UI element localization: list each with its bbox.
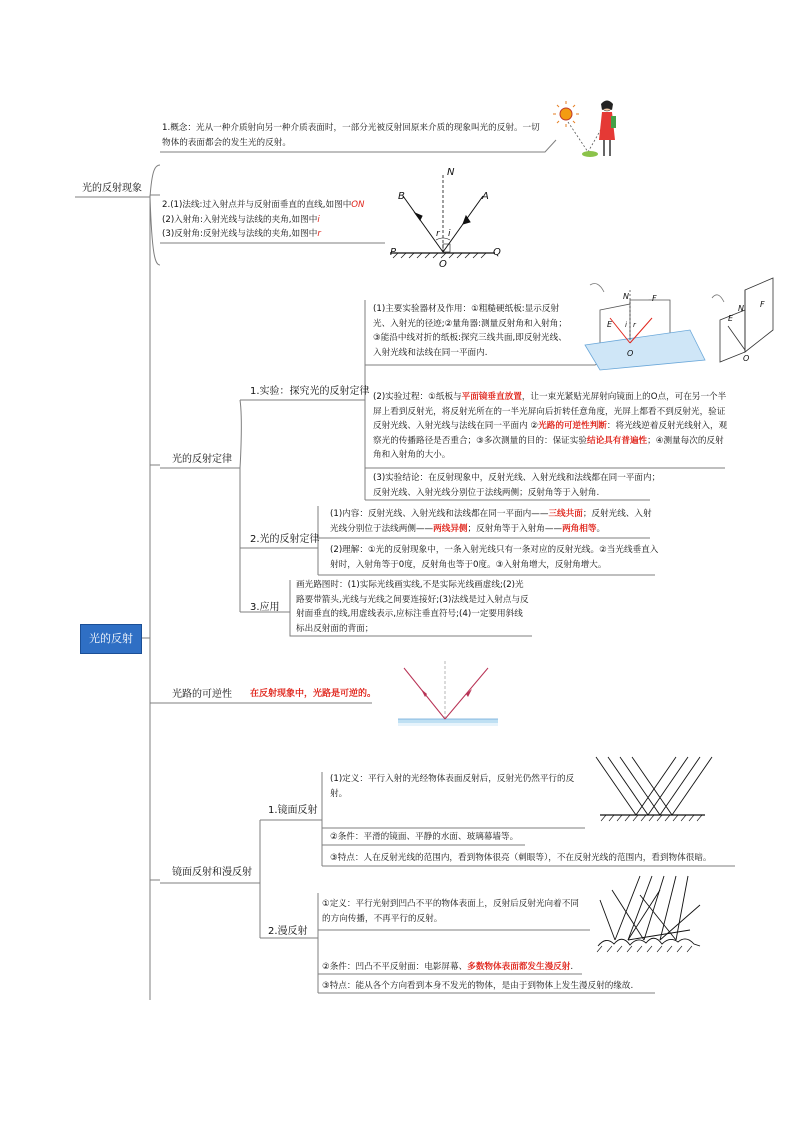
reversibility-content: 在反射现象中，光路是可逆的。 — [250, 689, 377, 699]
fig-label-n: N — [623, 292, 629, 301]
fig-label-e: E — [607, 320, 613, 329]
mirror-title[interactable]: 1.镜面反射 — [268, 805, 318, 816]
opposite-sides-highlight: 两线异侧 — [433, 523, 468, 534]
section-mirror-diffuse-title[interactable]: 镜面反射和漫反射 — [172, 867, 252, 878]
section-reversibility-title[interactable]: 光路的可逆性 — [172, 689, 232, 700]
normal-symbol: ON — [351, 200, 365, 210]
concept-text: 1.概念：光从一种介质射向另一种介质表面时，一部分光被反射回原来介质的现象叫光的反射。一切物体的表面都会的发生光的反射。 — [162, 123, 540, 148]
apply-content: 画光路图时：(1)实际光线画实线,不是实际光线画虚线;(2)光路要带箭头,光线与光线之间要连接好;(3)法线是过入射点与反射面垂直的线,用虚线表示,应标注垂直符号;(4)一定要用斜线标出反射面的背面； — [296, 580, 529, 634]
reflection-angle-definition: (3)反射角:反射光线与法线的夹角,如图中 — [162, 229, 318, 239]
experiment-figure-1 — [585, 284, 705, 370]
diffuse-condition-b: . — [570, 962, 574, 972]
universality-highlight: 结论具有普遍性 — [586, 435, 648, 446]
mirror-condition: ②条件：平滑的镜面、平静的水面、玻璃幕墙等。 — [330, 832, 519, 842]
law-content-a: (1)内容：反射光线、入射光线和法线都在同一平面内—— — [330, 509, 549, 519]
label-o: O — [439, 259, 447, 270]
experiment-item-2 — [373, 390, 728, 463]
incidence-symbol: i — [317, 214, 320, 225]
experiment-step-4: ；④测量每次的反射角和入射角的大小。 — [373, 435, 724, 460]
fig2-label-e: E — [728, 314, 734, 323]
law-content-b: ；反射光线、入射光线分别位于法线两侧—— — [330, 509, 652, 534]
fig2-label-f: F — [760, 300, 765, 309]
experiment-step-1: (2)实验过程：①纸板与 — [373, 392, 462, 402]
law-title[interactable]: 2.光的反射定律 — [250, 534, 320, 545]
incidence-angle-definition: (2)入射角:入射光线与法线的夹角,如图中 — [162, 214, 318, 225]
law-understanding: (2)理解：①光的反射现象中，一条入射光线只有一条对应的反射光线。②当光线垂直入射时，入射角等于0度，反射角也等于0度。③入射角增大，反射角增大。 — [330, 545, 659, 570]
label-b: B — [398, 191, 405, 202]
label-a: A — [482, 191, 489, 202]
experiment-item-1: (1)主要实验器材及作用：①粗糙硬纸板:显示反射光、入射光的径迹;②量角器:测量反射角和入射角；③能沿中线对折的纸板:探究三线共面,即反射光线、入射光线和法线在同一平面内. — [373, 304, 567, 358]
fig-label-i: i — [625, 321, 627, 329]
diffuse-definition: ①定义：平行光射到凹凸不平的物体表面上，反射后反射光向着不同的方向传播，不再平行的反射。 — [322, 899, 579, 924]
experiment-step-1b: ，让一束光紧贴光屏射向镜面上的O点，可在另一个半屏上看到反射光，将反射光所在的一半光屏向后折转任意角度，光屏上都看不到反射光，验证反射光线、入射光线与法线在同一平面内 ② — [373, 392, 727, 431]
fig-label-r: r — [633, 321, 636, 329]
sun-girl-illustration — [553, 101, 616, 158]
label-q: Q — [493, 247, 501, 258]
definitions-block — [162, 198, 387, 242]
reflection-definition-diagram — [390, 175, 495, 258]
reflection-symbol: r — [317, 229, 321, 239]
diffuse-title[interactable]: 2.漫反射 — [268, 926, 308, 937]
law-content-c: ；反射角等于入射角—— — [467, 523, 563, 534]
reversibility-figure — [398, 661, 498, 726]
fig2-label-o: O — [743, 354, 750, 363]
experiment-title[interactable]: 1.实验：探究光的反射定律 — [250, 386, 370, 397]
diffuse-highlight: 多数物体表面都发生漫反射 — [467, 962, 571, 972]
specular-reflection-figure — [596, 757, 712, 821]
diffuse-condition-a: ②条件：凹凸不平反射面：电影屏幕、 — [322, 962, 468, 972]
label-r: r — [436, 229, 440, 239]
reversibility-highlight: 光路的可逆性判断 — [538, 421, 607, 431]
diffuse-feature: ③特点：能从各个方向看到本身不发光的物体，是由于到物体上发生漫反射的缘故. — [322, 981, 634, 991]
diffuse-condition — [322, 960, 622, 975]
section-reflection-law-title[interactable]: 光的反射定律 — [172, 454, 232, 465]
label-n: N — [447, 167, 455, 178]
section-reflection-phenomenon-title[interactable]: 光的反射现象 — [82, 183, 142, 194]
mirror-definition: (1)定义：平行入射的光经物体表面反射后，反射光仍然平行的反射。 — [330, 774, 575, 799]
root-node[interactable]: 光的反射 — [80, 624, 142, 654]
law-content-d: 。 — [596, 523, 606, 534]
equal-angles-highlight: 两角相等 — [562, 523, 597, 534]
coplanar-highlight: 三线共面 — [548, 509, 583, 519]
label-p: P — [390, 247, 397, 258]
experiment-figure-2 — [712, 278, 773, 362]
fig-label-o: O — [627, 349, 634, 358]
mirror-vertical-highlight: 平面镜垂直放置 — [461, 392, 522, 402]
normal-definition: 2.(1)法线:过入射点并与反射面垂直的直线,如图中 — [162, 200, 352, 210]
fig-label-f: F — [652, 294, 657, 303]
experiment-item-3: (3)实验结论：在反射现象中，反射光线、入射光线和法线都在同一平面内；反射光线、入射光线分别位于法线两侧；反射角等于入射角. — [373, 473, 661, 498]
label-i: i — [448, 229, 451, 239]
mirror-feature: ③特点：人在反射光线的范围内，看到物体很亮（刺眼等），不在反射光线的范围内，看到物体很暗。 — [330, 853, 712, 863]
fig2-label-n: N — [738, 304, 744, 313]
diffuse-reflection-figure — [597, 876, 700, 952]
experiment-step-2: ：将光线逆着反射光线射入，观察光的传播路径是否重合；③多次测量的目的：保证实验 — [373, 421, 728, 446]
law-content — [330, 507, 660, 536]
apply-title[interactable]: 3.应用 — [250, 602, 280, 613]
